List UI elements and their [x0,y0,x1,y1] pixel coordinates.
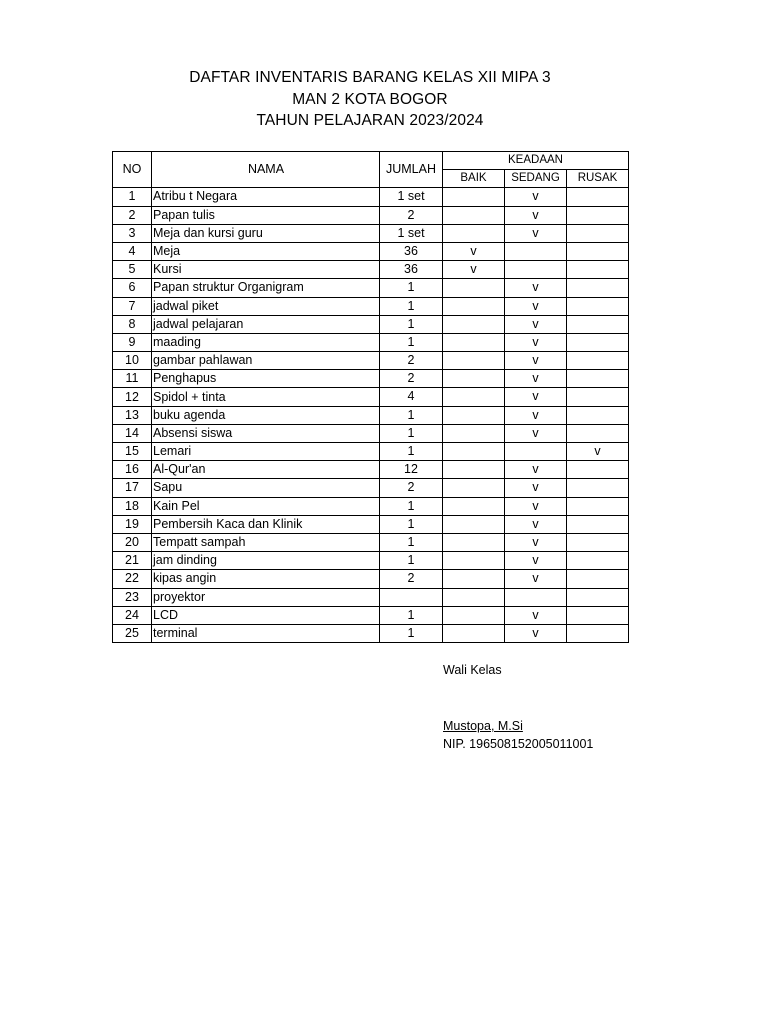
cell-baik [443,352,505,370]
cell-baik [443,515,505,533]
table-row [113,224,629,242]
cell-sedang: v [505,606,567,624]
cell-no: 23 [113,588,152,606]
cell-jumlah [380,588,443,606]
cell-jumlah: 1 [380,424,443,442]
cell-no: 14 [113,424,152,442]
header-jumlah: JUMLAH [380,152,443,188]
cell-baik: v [443,242,505,260]
table-row [113,461,629,479]
cell-no: 20 [113,533,152,551]
table-row [113,242,629,260]
cell-sedang: v [505,515,567,533]
cell-sedang: v [505,533,567,551]
cell-no: 3 [113,224,152,242]
cell-sedang: v [505,388,567,406]
table-row [113,297,629,315]
table-row [113,261,629,279]
cell-nama: Tempatt sampah [152,533,380,551]
cell-sedang: v [505,406,567,424]
cell-sedang [505,261,567,279]
cell-baik [443,315,505,333]
cell-nama: Al-Qur'an [152,461,380,479]
cell-nama: Absensi siswa [152,424,380,442]
cell-sedang: v [505,315,567,333]
cell-no: 10 [113,352,152,370]
table-row [113,479,629,497]
cell-sedang: v [505,424,567,442]
cell-jumlah: 36 [380,242,443,260]
cell-no: 16 [113,461,152,479]
cell-no: 7 [113,297,152,315]
cell-baik [443,188,505,206]
header-baik: BAIK [443,170,505,188]
cell-rusak [567,424,629,442]
cell-no: 4 [113,242,152,260]
cell-baik [443,443,505,461]
cell-no: 8 [113,315,152,333]
cell-no: 11 [113,370,152,388]
cell-no: 24 [113,606,152,624]
cell-jumlah: 1 [380,297,443,315]
cell-sedang: v [505,570,567,588]
table-row [113,552,629,570]
cell-rusak [567,406,629,424]
table-header [113,152,629,188]
cell-nama: Papan struktur Organigram [152,279,380,297]
cell-baik [443,588,505,606]
cell-rusak [567,206,629,224]
cell-jumlah: 1 [380,315,443,333]
cell-sedang: v [505,224,567,242]
cell-nama: jam dinding [152,552,380,570]
cell-rusak [567,242,629,260]
cell-rusak [567,188,629,206]
cell-no: 1 [113,188,152,206]
table-row [113,570,629,588]
title-line-1: DAFTAR INVENTARIS BARANG KELAS XII MIPA 3 [189,69,551,86]
cell-rusak [567,297,629,315]
cell-nama: Kain Pel [152,497,380,515]
cell-baik [443,279,505,297]
table-row [113,606,629,624]
table-row [113,588,629,606]
cell-sedang: v [505,461,567,479]
cell-nama: Atribu t Negara [152,188,380,206]
cell-jumlah: 1 [380,606,443,624]
cell-no: 25 [113,624,152,642]
cell-nama: gambar pahlawan [152,352,380,370]
cell-jumlah: 1 [380,533,443,551]
cell-no: 19 [113,515,152,533]
cell-rusak [567,352,629,370]
cell-rusak: v [567,443,629,461]
table-row [113,424,629,442]
cell-nama: Sapu [152,479,380,497]
cell-rusak [567,388,629,406]
table-row [113,533,629,551]
cell-jumlah: 2 [380,206,443,224]
cell-no: 2 [113,206,152,224]
cell-rusak [567,333,629,351]
cell-nama: jadwal pelajaran [152,315,380,333]
cell-rusak [567,479,629,497]
table-row [113,188,629,206]
cell-nama: proyektor [152,588,380,606]
header-nama: NAMA [152,152,380,188]
cell-jumlah: 12 [380,461,443,479]
inventory-table [112,151,629,643]
cell-sedang [505,588,567,606]
signature-nip: NIP. 196508152005011001 [443,737,594,751]
cell-jumlah: 1 [380,497,443,515]
cell-rusak [567,279,629,297]
cell-jumlah: 1 [380,333,443,351]
header-sedang: SEDANG [505,170,567,188]
cell-baik [443,533,505,551]
cell-sedang [505,242,567,260]
cell-nama: Penghapus [152,370,380,388]
cell-baik [443,297,505,315]
table-row [113,352,629,370]
cell-rusak [567,533,629,551]
table-row [113,279,629,297]
cell-sedang: v [505,333,567,351]
table-row [113,515,629,533]
cell-jumlah: 1 [380,552,443,570]
cell-baik [443,624,505,642]
cell-jumlah: 1 set [380,188,443,206]
cell-rusak [567,624,629,642]
table-row [113,624,629,642]
cell-rusak [567,606,629,624]
title-line-3: TAHUN PELAJARAN 2023/2024 [256,112,484,129]
table-row [113,497,629,515]
cell-rusak [567,588,629,606]
table-row [113,443,629,461]
header-rusak: RUSAK [567,170,629,188]
cell-no: 12 [113,388,152,406]
cell-baik [443,461,505,479]
cell-sedang: v [505,206,567,224]
cell-baik [443,388,505,406]
cell-rusak [567,497,629,515]
table-row [113,206,629,224]
cell-rusak [567,370,629,388]
cell-rusak [567,552,629,570]
cell-jumlah: 4 [380,388,443,406]
cell-sedang: v [505,370,567,388]
cell-rusak [567,224,629,242]
cell-no: 22 [113,570,152,588]
cell-baik [443,406,505,424]
cell-jumlah: 2 [380,479,443,497]
cell-baik [443,570,505,588]
cell-sedang: v [505,188,567,206]
table-row [113,388,629,406]
cell-baik [443,424,505,442]
signature-role: Wali Kelas [443,663,502,677]
cell-nama: Lemari [152,443,380,461]
cell-sedang [505,443,567,461]
cell-no: 6 [113,279,152,297]
cell-nama: kipas angin [152,570,380,588]
table-row [113,333,629,351]
table-row [113,370,629,388]
signature-name: Mustopa, M.Si [443,719,523,733]
cell-nama: Pembersih Kaca dan Klinik [152,515,380,533]
cell-sedang: v [505,497,567,515]
cell-baik [443,606,505,624]
cell-no: 15 [113,443,152,461]
cell-no: 21 [113,552,152,570]
document-title [0,67,740,132]
cell-jumlah: 1 [380,624,443,642]
cell-sedang: v [505,297,567,315]
cell-nama: LCD [152,606,380,624]
cell-nama: Meja [152,242,380,260]
cell-baik [443,497,505,515]
cell-nama: buku agenda [152,406,380,424]
cell-rusak [567,515,629,533]
cell-rusak [567,461,629,479]
cell-jumlah: 1 [380,443,443,461]
cell-no: 17 [113,479,152,497]
cell-nama: Kursi [152,261,380,279]
cell-sedang: v [505,624,567,642]
cell-jumlah: 1 set [380,224,443,242]
cell-no: 18 [113,497,152,515]
cell-jumlah: 2 [380,570,443,588]
cell-sedang: v [505,479,567,497]
cell-sedang: v [505,352,567,370]
cell-jumlah: 1 [380,406,443,424]
cell-jumlah: 1 [380,515,443,533]
cell-nama: terminal [152,624,380,642]
title-line-2: MAN 2 KOTA BOGOR [292,90,448,108]
cell-baik [443,479,505,497]
cell-sedang: v [505,279,567,297]
cell-jumlah: 36 [380,261,443,279]
cell-baik [443,370,505,388]
cell-jumlah: 2 [380,352,443,370]
cell-baik [443,224,505,242]
table-row [113,315,629,333]
cell-nama: jadwal piket [152,297,380,315]
cell-jumlah: 2 [380,370,443,388]
cell-rusak [567,570,629,588]
cell-nama: Spidol + tinta [152,388,380,406]
cell-no: 5 [113,261,152,279]
cell-nama: maading [152,333,380,351]
cell-baik [443,206,505,224]
cell-jumlah: 1 [380,279,443,297]
cell-sedang: v [505,552,567,570]
cell-baik [443,552,505,570]
header-keadaan: KEADAAN [443,152,629,170]
cell-baik: v [443,261,505,279]
cell-no: 13 [113,406,152,424]
cell-nama: Meja dan kursi guru [152,224,380,242]
cell-no: 9 [113,333,152,351]
cell-baik [443,333,505,351]
cell-rusak [567,261,629,279]
cell-nama: Papan tulis [152,206,380,224]
cell-rusak [567,315,629,333]
table-body [113,188,629,643]
header-no: NO [113,152,152,188]
table-row [113,406,629,424]
